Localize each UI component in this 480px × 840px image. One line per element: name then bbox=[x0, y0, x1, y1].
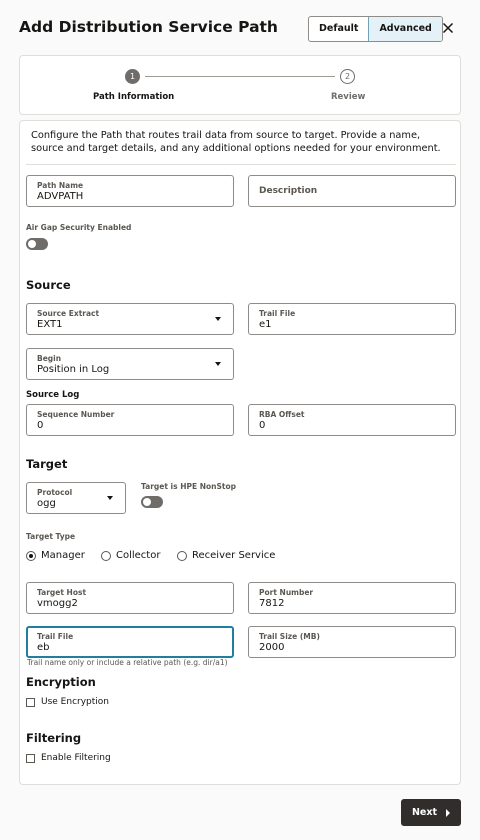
train-label-path-information: Path Information bbox=[93, 92, 175, 102]
trail-size-field[interactable] bbox=[248, 626, 456, 658]
target-host-label: Target Host bbox=[37, 588, 87, 597]
source-trail-label: Trail File bbox=[259, 309, 296, 318]
source-trail-value: e1 bbox=[259, 319, 272, 330]
radio-receiver-service[interactable] bbox=[177, 550, 275, 561]
target-trail-label: Trail File bbox=[37, 632, 74, 641]
intro-text: Configure the Path that routes trail data from source to target. Provide a name, source and target details, and any additional options needed for your environment. bbox=[31, 130, 441, 154]
path-name-field[interactable] bbox=[26, 175, 234, 207]
radio-unchecked-icon bbox=[177, 551, 187, 561]
begin-label: Begin bbox=[37, 354, 62, 363]
close-icon bbox=[442, 22, 454, 34]
chevron-down-icon bbox=[215, 317, 221, 321]
train-connector bbox=[145, 76, 335, 77]
sequence-number-label: Sequence Number bbox=[37, 410, 115, 419]
begin-value: Position in Log bbox=[37, 364, 110, 375]
dialog-header bbox=[0, 0, 480, 56]
mode-toggle bbox=[308, 16, 443, 42]
mode-advanced-button[interactable]: Advanced bbox=[368, 17, 441, 41]
source-extract-label: Source Extract bbox=[37, 309, 100, 318]
chevron-right-icon bbox=[446, 809, 450, 817]
filtering-section-title: Filtering bbox=[26, 731, 82, 745]
description-field[interactable] bbox=[248, 175, 456, 207]
encryption-section-title: Encryption bbox=[26, 675, 96, 689]
protocol-value: ogg bbox=[37, 498, 56, 509]
port-number-value: 7812 bbox=[259, 598, 285, 609]
air-gap-switch[interactable] bbox=[26, 238, 48, 250]
form-panel bbox=[19, 120, 461, 785]
protocol-label: Protocol bbox=[37, 488, 73, 497]
source-section-title: Source bbox=[26, 278, 71, 292]
target-host-value: vmogg2 bbox=[37, 598, 78, 609]
mode-default-button[interactable]: Default bbox=[319, 23, 359, 34]
checkbox-icon bbox=[26, 698, 35, 707]
next-button[interactable] bbox=[401, 799, 461, 826]
dialog-title: Add Distribution Service Path bbox=[19, 18, 278, 36]
radio-manager[interactable] bbox=[26, 550, 85, 561]
close-button[interactable] bbox=[438, 18, 458, 38]
target-trail-field[interactable] bbox=[26, 626, 234, 658]
step-train bbox=[19, 55, 461, 115]
target-trail-value: eb bbox=[37, 642, 50, 653]
radio-collector[interactable] bbox=[101, 550, 160, 561]
source-trail-field[interactable] bbox=[248, 303, 456, 335]
train-stop-1[interactable]: 1 bbox=[125, 69, 140, 84]
description-label: Description bbox=[259, 186, 318, 196]
rba-offset-label: RBA Offset bbox=[259, 410, 305, 419]
trail-size-label: Trail Size (MB) bbox=[259, 632, 320, 641]
port-number-label: Port Number bbox=[259, 588, 314, 597]
intro-divider bbox=[26, 164, 456, 165]
enable-filtering-label: Enable Filtering bbox=[41, 753, 111, 763]
target-section-title: Target bbox=[26, 457, 68, 471]
rba-offset-value: 0 bbox=[259, 420, 266, 431]
port-number-field[interactable] bbox=[248, 582, 456, 614]
train-stop-2[interactable]: 2 bbox=[340, 69, 355, 84]
source-extract-value: EXT1 bbox=[37, 319, 63, 330]
path-name-value: ADVPATH bbox=[37, 191, 84, 202]
source-log-title: Source Log bbox=[26, 390, 80, 400]
sequence-number-field[interactable] bbox=[26, 404, 234, 436]
radio-collector-label: Collector bbox=[116, 550, 161, 561]
nonstop-label: Target is HPE NonStop bbox=[141, 482, 236, 491]
radio-unchecked-icon bbox=[101, 551, 111, 561]
rba-offset-field[interactable] bbox=[248, 404, 456, 436]
protocol-select[interactable] bbox=[26, 482, 126, 514]
sequence-number-value: 0 bbox=[37, 420, 44, 431]
radio-manager-label: Manager bbox=[41, 550, 85, 561]
path-name-label: Path Name bbox=[37, 181, 84, 190]
target-type-label: Target Type bbox=[26, 532, 76, 541]
form-scroll-area[interactable] bbox=[20, 121, 461, 767]
enable-filtering-checkbox[interactable] bbox=[26, 753, 111, 763]
train-label-review: Review bbox=[331, 92, 366, 102]
next-button-label: Next bbox=[411, 807, 438, 818]
air-gap-label: Air Gap Security Enabled bbox=[26, 223, 132, 232]
chevron-down-icon bbox=[107, 496, 113, 500]
trail-size-value: 2000 bbox=[259, 642, 285, 653]
begin-select[interactable] bbox=[26, 348, 234, 380]
use-encryption-checkbox[interactable] bbox=[26, 697, 109, 707]
radio-checked-icon bbox=[26, 551, 36, 561]
target-trail-hint: Trail name only or include a relative path (e.g. dir/a1) bbox=[27, 658, 228, 667]
use-encryption-label: Use Encryption bbox=[41, 697, 109, 707]
target-host-field[interactable] bbox=[26, 582, 234, 614]
radio-receiver-service-label: Receiver Service bbox=[192, 550, 276, 561]
nonstop-switch[interactable] bbox=[141, 496, 163, 508]
source-extract-select[interactable] bbox=[26, 303, 234, 335]
checkbox-icon bbox=[26, 754, 35, 763]
chevron-down-icon bbox=[215, 362, 221, 366]
